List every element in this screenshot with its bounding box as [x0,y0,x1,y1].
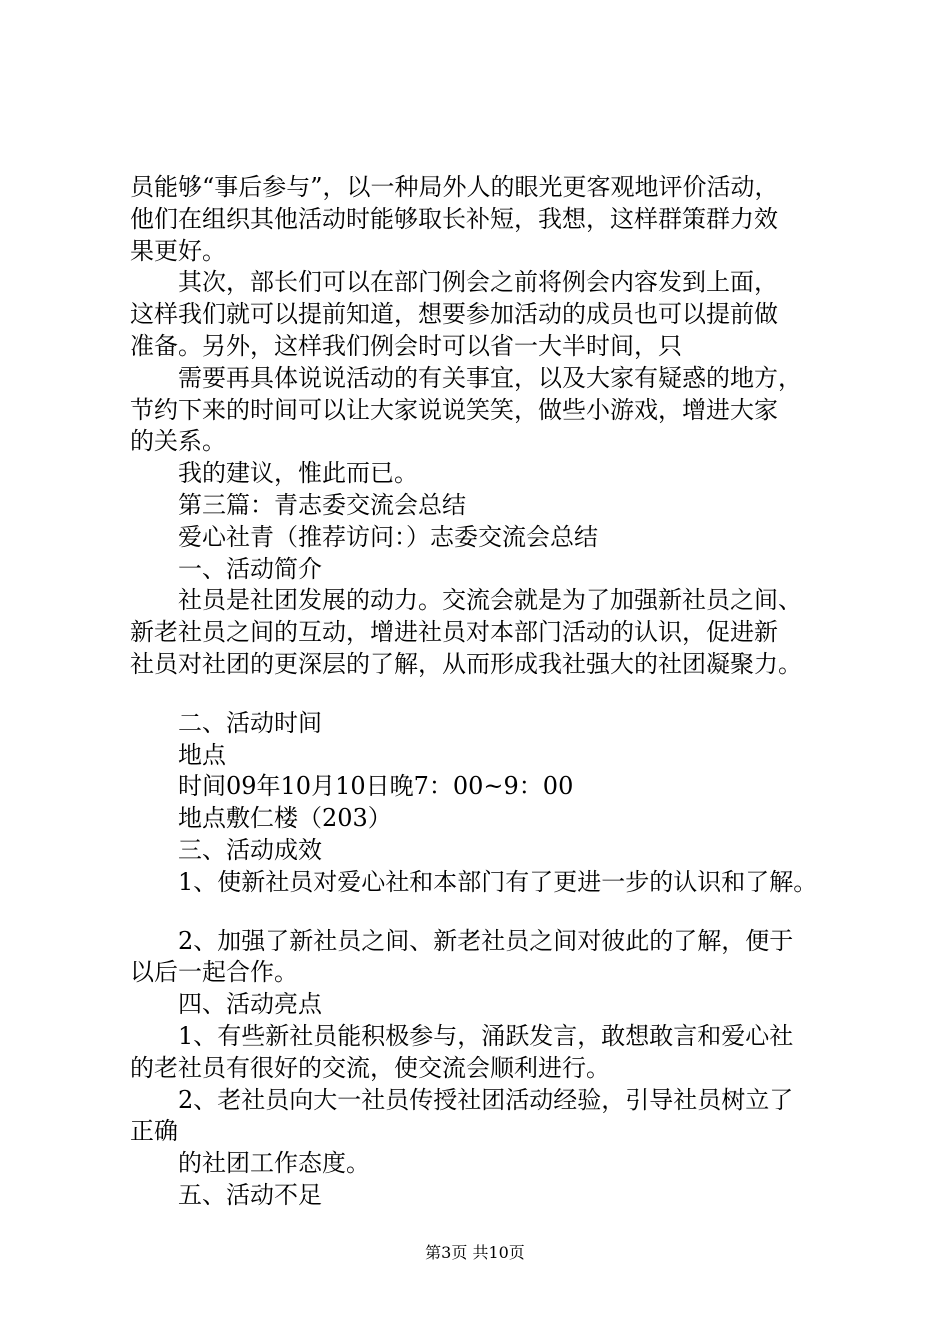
text-line: 1、有些新社员能积极参与，涌跃发言，敢想敢言和爱心社 [178,1021,794,1050]
text-line: 的老社员有很好的交流，使交流会顺利进行。 [130,1053,610,1082]
text-line: 准备。另外，这样我们例会时可以省一大半时间，只 [130,331,682,360]
page-number-footer: 第3页 共10页 [425,1243,525,1262]
text-line: 员能够“事后参与”，以一种局外人的眼光更客观地评价活动， [130,173,779,201]
text-line: 其次，部长们可以在部门例会之前将例会内容发到上面， [178,268,778,297]
section-subtitle: 爱心社青（推荐访问：）志委交流会总结 [178,522,598,551]
section-heading: 二、活动时间 [178,708,322,737]
text-line: 正确 [130,1117,178,1146]
section-heading: 三、活动成效 [178,835,322,864]
text-line: 社员是社团发展的动力。交流会就是为了加强新社员之间、 [178,586,802,615]
section-heading: 第三篇：青志委交流会总结 [178,490,466,519]
text-line: 需要再具体说说活动的有关事宜，以及大家有疑惑的地方， [178,363,802,392]
section-heading: 四、活动亮点 [178,990,322,1019]
section-heading: 一、活动简介 [178,554,322,583]
document-body [130,172,850,1212]
text-line: 果更好。 [130,236,226,265]
paragraph-gap [130,681,850,708]
text-line: 的关系。 [130,427,226,456]
text-line: 的社团工作态度。 [178,1149,370,1178]
text-line: 以后一起合作。 [130,958,298,987]
text-line: 这样我们就可以提前知道，想要参加活动的成员也可以提前做 [130,300,778,329]
text-line: 新老社员之间的互动，增进社员对本部门活动的认识，促进新 [130,618,778,647]
text-line: 2、加强了新社员之间、新老社员之间对彼此的了解，便于 [178,926,794,955]
text-line: 时间09年10月10日晚7：00~9：00 [178,772,574,801]
text-line: 节约下来的时间可以让大家说说笑笑，做些小游戏，增进大家 [130,395,778,424]
section-heading: 五、活动不足 [178,1180,322,1209]
text-line: 社员对社团的更深层的了解，从而形成我社强大的社团凝聚力。 [130,649,802,678]
text-line: 2、老社员向大一社员传授社团活动经验，引导社员树立了 [178,1085,794,1114]
text-line: 我的建议，惟此而已。 [178,459,418,488]
text-line: 地点敷仁楼（203） [178,804,392,833]
text-line: 地点 [178,740,226,769]
text-line: 1、使新社员对爱心社和本部门有了更进一步的认识和了解。 [178,867,818,896]
paragraph-gap [130,899,850,926]
text-line: 他们在组织其他活动时能够取长补短，我想，这样群策群力效 [130,204,778,233]
